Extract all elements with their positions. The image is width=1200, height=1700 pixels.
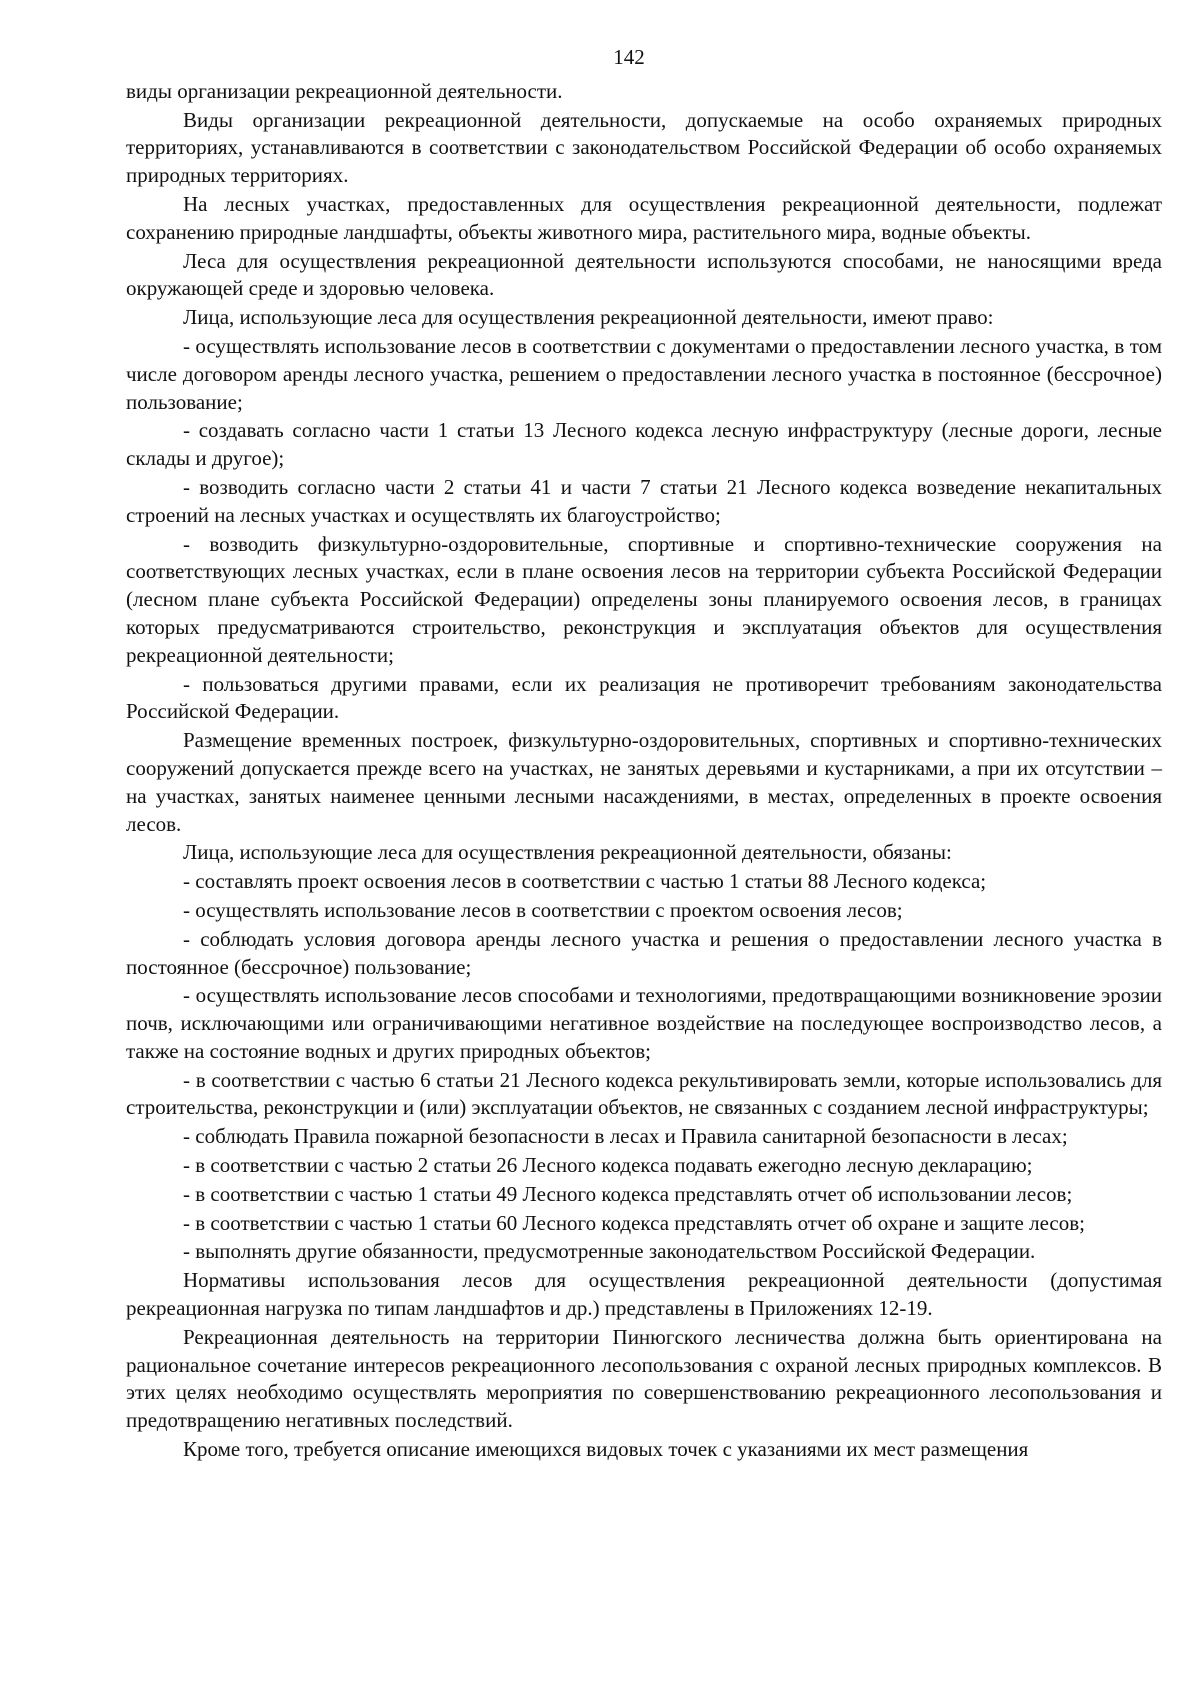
page-number: 142 bbox=[613, 45, 645, 69]
obligations-list-item: - осуществлять использование лесов способами и технологиями, предотвращающими возникновение эрозии почв, исключающими или ограничивающими негативное воздействие на последующее воспроизводство лесов, а также на состояние водных и других природных объектов; bbox=[126, 983, 1162, 1063]
paragraph: Нормативы использования лесов для осуществления рекреационной деятельности (допустимая рекреационная нагрузка по типам ландшафтов и др.) представлены в Приложениях 12-19. bbox=[126, 1268, 1162, 1321]
obligations-list-item: - осуществлять использование лесов в соответствии с проектом освоения лесов; bbox=[183, 897, 903, 922]
rights-list-item: - создавать согласно части 1 статьи 13 Лесного кодекса лесную инфраструктуру (лесные дороги, лесные склады и другое); bbox=[126, 418, 1162, 471]
obligations-heading: Лица, использующие леса для осуществления рекреационной деятельности, обязаны: bbox=[183, 840, 952, 865]
paragraph: Леса для осуществления рекреационной деятельности используются способами, не наносящими вреда окружающей среде и здоровью человека. bbox=[126, 248, 1162, 301]
paragraph: Размещение временных построек, физкультурно-оздоровительных, спортивных и спортивно-технических сооружений допускается прежде всего на участках, не занятых деревьями и кустарниками, а при их отсутствии – на участках, занятых наименее ценными лесными насаждениями, в местах, определенных в проекте освоения лесов. bbox=[126, 728, 1162, 836]
rights-list-item: - осуществлять использование лесов в соответствии с документами о предоставлении лесного участка, в том числе договором аренды лесного участка, решением о предоставлении лесного участка в постоянное (бессрочное) пользование; bbox=[126, 333, 1162, 414]
obligations-list-item: - выполнять другие обязанности, предусмотренные законодательством Российской Федерации. bbox=[183, 1239, 1036, 1264]
obligations-list-item: - соблюдать Правила пожарной безопасности в лесах и Правила санитарной безопасности в лесах; bbox=[183, 1124, 1068, 1149]
paragraph: Виды организации рекреационной деятельности, допускаемые на особо охраняемых природных территориях, устанавливаются в соответствии с законодательством Российской Федерации об особо охраняемых природных территориях. bbox=[126, 107, 1162, 188]
paragraph: Рекреационная деятельность на территории Пинюгского лесничества должна быть ориентирована на рациональное сочетание интересов рекреационного лесопользования с охраной лесных природных комплексов. В этих целях необходимо осуществлять мероприятия по совершенствованию рекреационного лесопользования и предотвращению негативных последствий. bbox=[126, 1324, 1162, 1433]
obligations-list-item: - в соответствии с частью 1 статьи 60 Лесного кодекса представлять отчет об охране и защите лесов; bbox=[183, 1210, 1085, 1235]
rights-list-item: - возводить физкультурно-оздоровительные, спортивные и спортивно-технические сооружения на соответствующих лесных участках, если в плане освоения лесов на территории субъекта Российской Федерации (лесном плане субъекта Российской Федерации) определены зоны планируемого освоения лесов, в границах которых предусматриваются строительство, реконструкция и эксплуатация объектов для осуществления рекреационной деятельности; bbox=[126, 531, 1162, 667]
obligations-list-item: - в соответствии с частью 2 статьи 26 Лесного кодекса подавать ежегодно лесную декларацию; bbox=[183, 1153, 1033, 1178]
obligations-list-item: - составлять проект освоения лесов в соответствии с частью 1 статьи 88 Лесного кодекса; bbox=[183, 869, 987, 894]
paragraph: На лесных участках, предоставленных для осуществления рекреационной деятельности, подлежат сохранению природные ландшафты, объекты животного мира, растительного мира, водные объекты. bbox=[126, 191, 1162, 244]
paragraph: Кроме того, требуется описание имеющихся видовых точек с указаниями их мест размещения bbox=[183, 1437, 1029, 1462]
obligations-list-item: - соблюдать условия договора аренды лесного участка и решения о предоставлении лесного участка в постоянное (бессрочное) пользование; bbox=[126, 926, 1162, 979]
rights-list-item: - возводить согласно части 2 статьи 41 и части 7 статьи 21 Лесного кодекса возведение некапитальных строений на лесных участках и осуществлять их благоустройство; bbox=[126, 474, 1162, 527]
obligations-list-item: - в соответствии с частью 1 статьи 49 Лесного кодекса представлять отчет об использовании лесов; bbox=[183, 1181, 1073, 1206]
paragraph: виды организации рекреационной деятельности. bbox=[126, 78, 563, 103]
rights-list-item: - пользоваться другими правами, если их реализация не противоречит требованиям законодательства Российской Федерации. bbox=[126, 671, 1162, 724]
rights-heading: Лица, использующие леса для осуществления рекреационной деятельности, имеют право: bbox=[183, 305, 994, 330]
obligations-list-item: - в соответствии с частью 6 статьи 21 Лесного кодекса рекультивировать земли, которые использовались для строительства, реконструкции и (или) эксплуатации объектов, не связанных с созданием лесной инфраструктуры; bbox=[126, 1067, 1162, 1120]
